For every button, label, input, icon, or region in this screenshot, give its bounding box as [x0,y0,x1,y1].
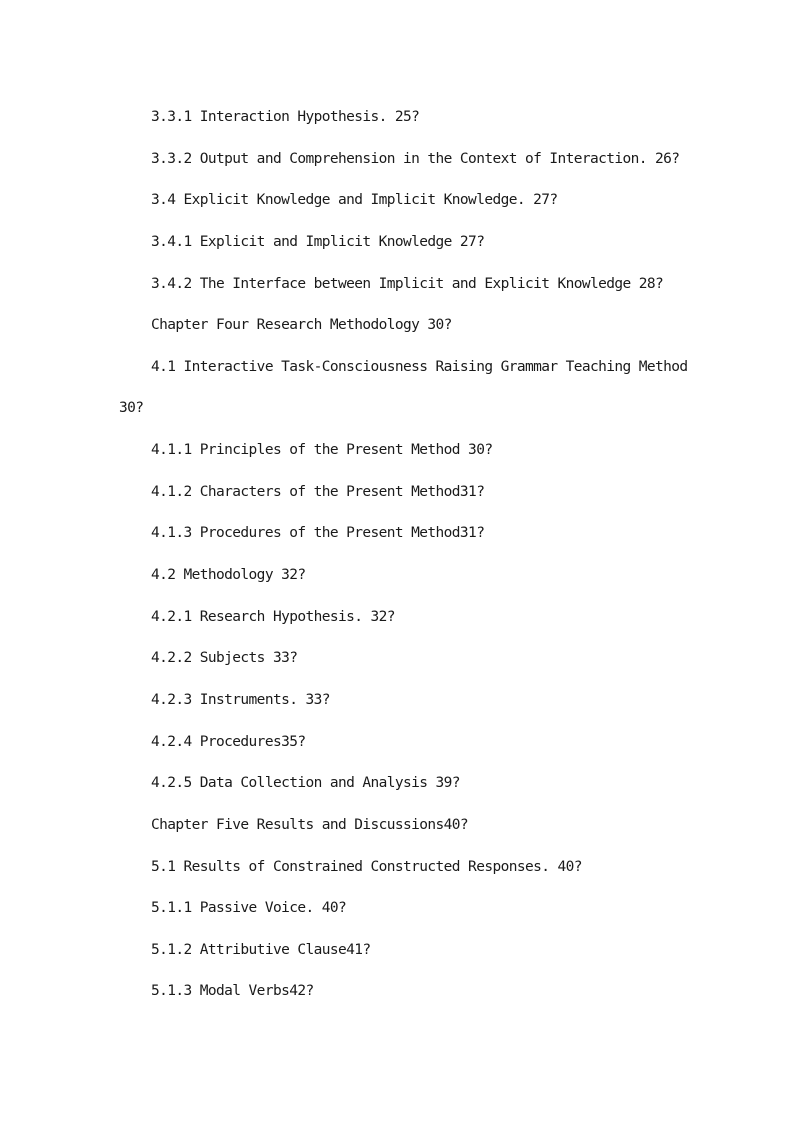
toc-entry-4-2-5: 4.2.5 Data Collection and Analysis 39? [151,775,460,792]
table-of-contents [119,97,688,1013]
toc-entry-4-1: 4.1 Interactive Task-Consciousness Raising Grammar Teaching Method [151,358,688,375]
toc-entry-4-1-2: 4.1.2 Characters of the Present Method31? [151,483,485,500]
toc-entry-chapter-four: Chapter Four Research Methodology 30? [151,317,452,334]
toc-entry-4-1-page: 30? [119,400,144,417]
toc-entry-3-4-1: 3.4.1 Explicit and Implicit Knowledge 27? [151,233,485,250]
toc-entry-5-1-2: 5.1.2 Attributive Clause41? [151,941,371,958]
toc-entry-5-1-3: 5.1.3 Modal Verbs42? [151,983,314,1000]
toc-entry-4-2-2: 4.2.2 Subjects 33? [151,650,298,667]
toc-entry-4-2-4: 4.2.4 Procedures35? [151,733,306,750]
toc-entry-3-3-1: 3.3.1 Interaction Hypothesis. 25? [151,109,420,125]
toc-entry-5-1: 5.1 Results of Constrained Constructed Responses. 40? [151,858,582,875]
toc-entry-4-2-3: 4.2.3 Instruments. 33? [151,691,330,708]
toc-entry-3-3-2: 3.3.2 Output and Comprehension in the Context of Interaction. 26? [151,150,680,167]
toc-entry-4-2: 4.2 Methodology 32? [151,567,306,584]
toc-entry-4-1-1: 4.1.1 Principles of the Present Method 30? [151,442,493,459]
toc-entry-5-1-1: 5.1.1 Passive Voice. 40? [151,900,347,917]
toc-entry-chapter-five: Chapter Five Results and Discussions40? [151,816,469,833]
toc-entry-3-4: 3.4 Explicit Knowledge and Implicit Knowledge. 27? [151,192,558,209]
toc-entry-4-2-1: 4.2.1 Research Hypothesis. 32? [151,608,395,625]
toc-entry-4-1-3: 4.1.3 Procedures of the Present Method31? [151,525,485,542]
toc-entry-3-4-2: 3.4.2 The Interface between Implicit and Explicit Knowledge 28? [151,275,664,292]
